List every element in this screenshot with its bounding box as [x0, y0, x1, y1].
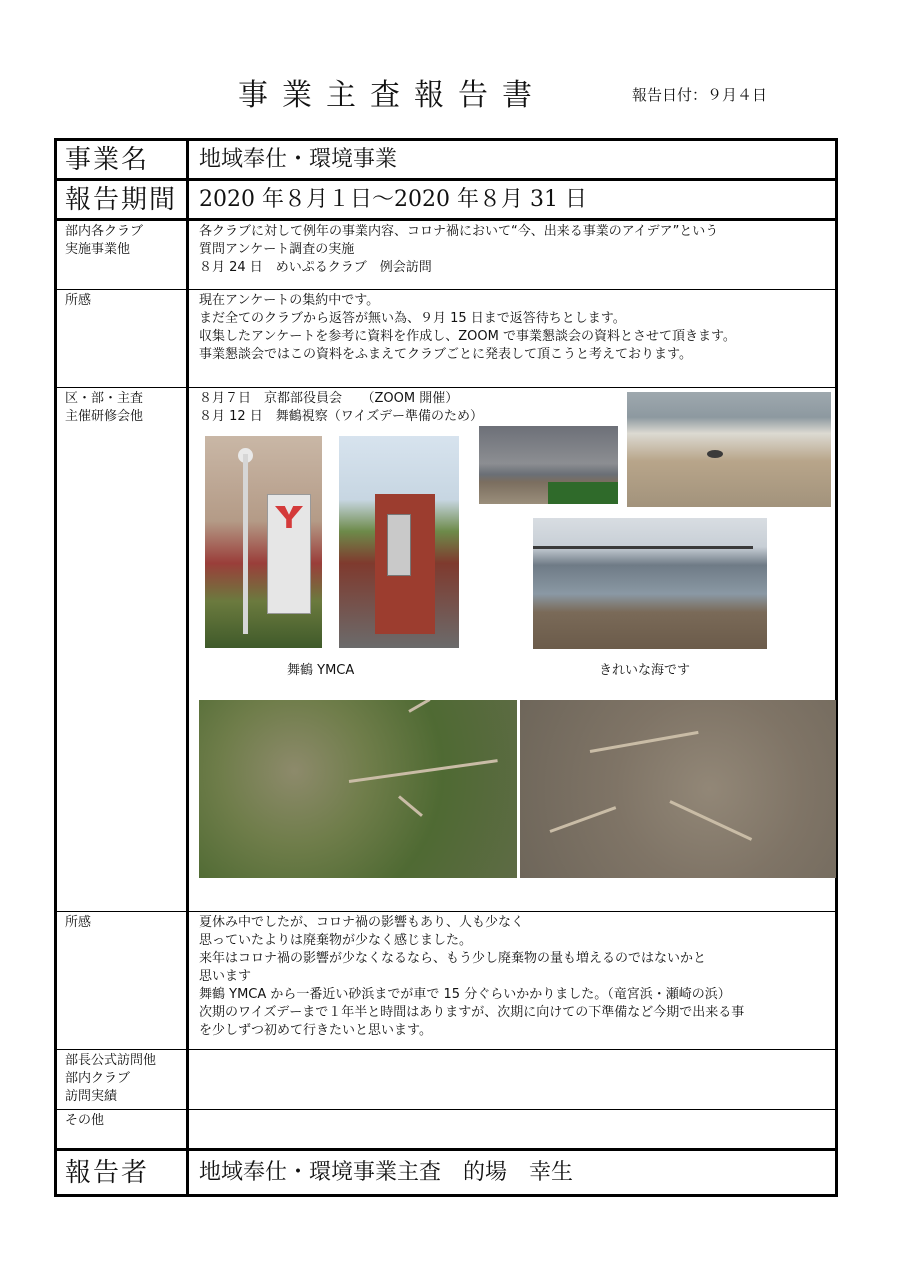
district-label [56, 388, 188, 912]
project-label: 事業名 [56, 140, 188, 180]
project-row [56, 140, 837, 180]
reporter-label: 報告者 [56, 1150, 188, 1196]
official-visits-label [56, 1050, 188, 1110]
label-line: 主催研修会他 [65, 409, 144, 424]
other-value [188, 1110, 837, 1150]
text-line: まだ全てのクラブから返答が無い為、９月 15 日まで返答待ちとします。 [199, 311, 626, 326]
ymca-gate-photo [339, 436, 459, 648]
text-line: 思っていたよりは廃棄物が少なく感じました。 [199, 933, 473, 948]
ymca-caption: 舞鶴 YMCA [287, 663, 355, 678]
sea-caption: きれいな海です [599, 663, 691, 678]
district-row [56, 388, 837, 912]
impression1-row [56, 290, 837, 388]
club-projects-row [56, 220, 837, 290]
label-line: 部内各クラブ [65, 224, 144, 239]
sea-photo [533, 518, 767, 649]
text-line: を少しずつ初めて行きたいと思います。 [199, 1023, 432, 1038]
impression1-label: 所感 [56, 290, 188, 388]
impression2-row [56, 912, 837, 1050]
impression2-label: 所感 [56, 912, 188, 1050]
text-line: 思います [199, 969, 252, 984]
official-visits-row [56, 1050, 837, 1110]
text-line: 現在アンケートの集約中です。 [199, 293, 380, 308]
label-line: 訪問実績 [65, 1089, 118, 1104]
other-row [56, 1110, 837, 1150]
label-line: 区・部・主査 [65, 391, 144, 406]
text-line: ８月 24 日 めいぷるクラブ 例会訪問 [199, 260, 432, 275]
ymca-building-photo [205, 436, 322, 648]
text-line: ８月 12 日 舞鶴視察（ワイズデー準備のため） [199, 409, 484, 424]
shoreline-photo [479, 426, 618, 504]
text-line: 質問アンケート調査の実施 [199, 242, 355, 257]
text-line: ８月７日 京都部役員会 （ZOOM 開催） [199, 391, 459, 406]
reporter-row [56, 1150, 837, 1196]
project-value: 地域奉仕・環境事業 [188, 140, 837, 180]
label-line: 実施事業他 [65, 242, 131, 257]
document-title: 事業主査報告書 [238, 78, 546, 113]
text-line: 舞鶴 YMCA から一番近い砂浜までが車で 15 分ぐらいかかりました。（竜宮浜・瀬崎の浜） [199, 987, 731, 1002]
text-line: 次期のワイズデーまで１年半と時間はありますが、次期に向けての下準備など今期で出来る事 [199, 1005, 745, 1020]
sand-debris-photo [520, 700, 836, 878]
text-line: 来年はコロナ禍の影響が少なくなるなら、もう少し廃棄物の量も増えるのではないかと [199, 951, 707, 966]
text-line: 夏休み中でしたが、コロナ禍の影響もあり、人も少なく [199, 915, 525, 930]
photo-area [199, 426, 835, 911]
district-content [188, 388, 837, 912]
period-value: 2020 年８月１日〜2020 年８月 31 日 [188, 180, 837, 220]
text-line: 収集したアンケートを参考に資料を作成し、ZOOM で事業懇談会の資料とさせて頂きます。 [199, 329, 736, 344]
label-line: 部長公式訪問他 [65, 1053, 157, 1068]
impression1-text [188, 290, 837, 388]
beach-photo [627, 392, 831, 507]
period-label: 報告期間 [56, 180, 188, 220]
other-label: その他 [56, 1110, 188, 1150]
label-line: 部内クラブ [65, 1071, 131, 1086]
impression2-text [188, 912, 837, 1050]
reporter-value: 地域奉仕・環境事業主査 的場 幸生 [188, 1150, 837, 1196]
report-table [54, 138, 838, 1197]
text-line: 各クラブに対して例年の事業内容、コロナ禍において“今、出来る事業のアイデア”という [199, 224, 719, 239]
report-date: 報告日付：９月４日 [632, 86, 768, 104]
club-projects-text [188, 220, 837, 290]
period-row [56, 180, 837, 220]
grass-debris-photo [199, 700, 517, 878]
official-visits-value [188, 1050, 837, 1110]
text-line: 事業懇談会ではこの資料をふまえてクラブごとに発表して頂こうと考えております。 [199, 347, 692, 362]
club-projects-label [56, 220, 188, 290]
